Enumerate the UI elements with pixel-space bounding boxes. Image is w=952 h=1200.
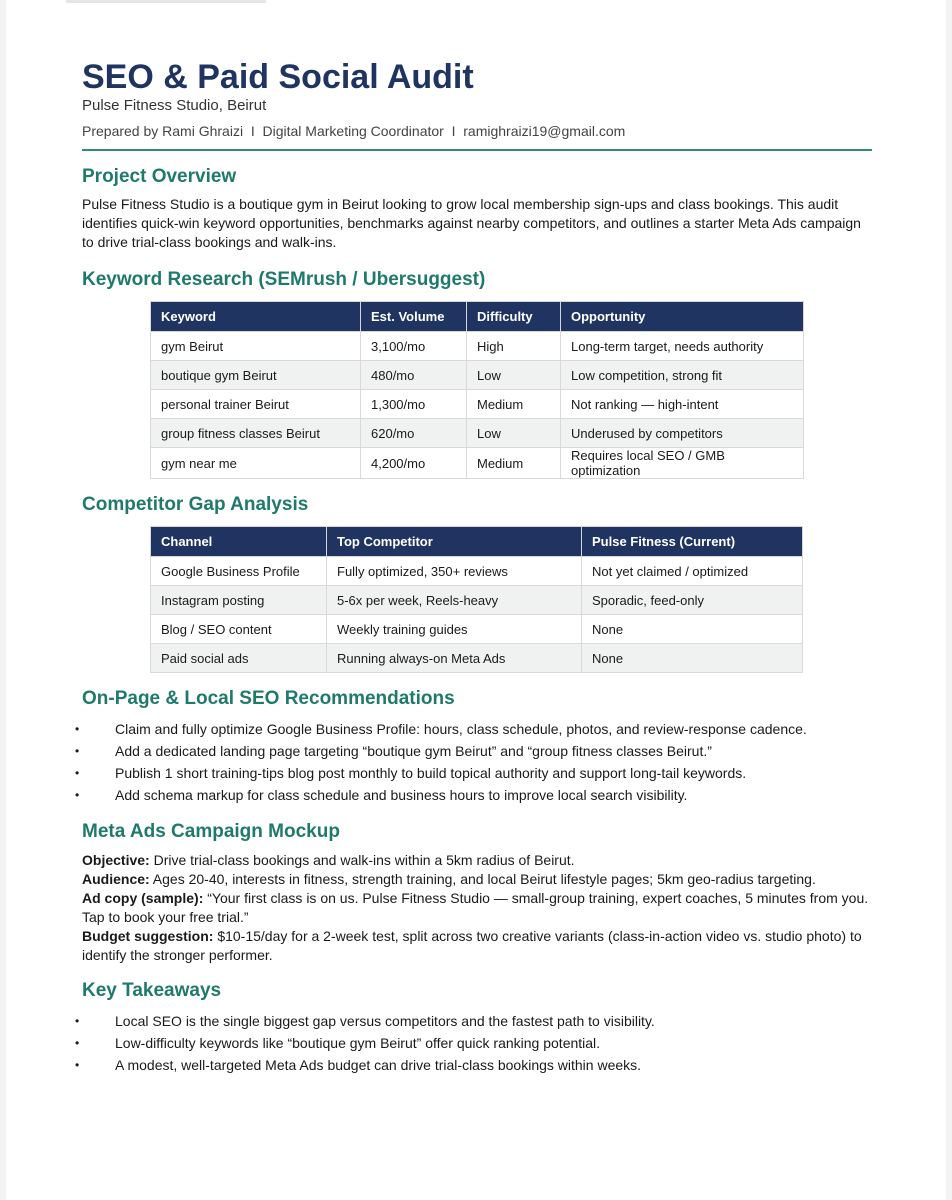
table-cell: High (467, 332, 561, 361)
table-cell: None (582, 644, 803, 673)
table-cell: Long-term target, needs authority (561, 332, 804, 361)
bullet-icon: • (75, 788, 80, 802)
objective-line (82, 851, 872, 870)
table-cell: 5-6x per week, Reels-heavy (327, 586, 582, 615)
document-title: SEO & Paid Social Audit (82, 58, 474, 96)
table-row (151, 390, 804, 419)
table-cell: 620/mo (361, 419, 467, 448)
audience-label: Audience: (82, 871, 150, 887)
table-cell: Not ranking — high-intent (561, 390, 804, 419)
meta-ads-details (82, 851, 872, 965)
opportunity-col-header: Opportunity (561, 302, 804, 332)
list-item (75, 1054, 872, 1076)
table-cell: gym near me (151, 448, 361, 479)
table-cell: 480/mo (361, 361, 467, 390)
table-cell: gym Beirut (151, 332, 361, 361)
table-row (151, 615, 803, 644)
bullet-icon: • (75, 722, 80, 736)
channel-col-header: Channel (151, 527, 327, 557)
audience-text: Ages 20-40, interests in fitness, strength training, and local Beirut lifestyle pages; 5km geo-radius targeting. (149, 871, 816, 887)
bullet-icon: • (75, 1036, 80, 1050)
keyword-table (150, 301, 804, 479)
meta-ads-heading: Meta Ads Campaign Mockup (82, 821, 340, 842)
list-item-text: Add a dedicated landing page targeting “boutique gym Beirut” and “group fitness classes Beirut.” (115, 743, 712, 759)
competitor-table (150, 526, 803, 673)
list-item (75, 1032, 872, 1054)
table-cell: Weekly training guides (327, 615, 582, 644)
document-subtitle: Pulse Fitness Studio, Beirut (82, 97, 267, 114)
table-cell: Instagram posting (151, 586, 327, 615)
list-item-text: Low-difficulty keywords like “boutique gym Beirut” offer quick ranking potential. (115, 1035, 601, 1051)
table-row (151, 419, 804, 448)
list-item-text: A modest, well-targeted Meta Ads budget can drive trial-class bookings within weeks. (115, 1057, 642, 1073)
bullet-icon: • (75, 744, 80, 758)
table-cell: Google Business Profile (151, 557, 327, 586)
table-cell: Medium (467, 448, 561, 479)
table-cell: Blog / SEO content (151, 615, 327, 644)
recommendations-heading: On-Page & Local SEO Recommendations (82, 688, 455, 709)
budget-line (82, 927, 872, 965)
list-item (75, 762, 872, 784)
table-cell: Paid social ads (151, 644, 327, 673)
takeaways-heading: Key Takeaways (82, 980, 222, 1001)
table-cell: Sporadic, feed-only (582, 586, 803, 615)
table-cell: Underused by competitors (561, 419, 804, 448)
competitor-table-header (151, 527, 803, 557)
table-cell: Not yet claimed / optimized (582, 557, 803, 586)
table-row (151, 586, 803, 615)
list-item (75, 740, 872, 762)
table-row (151, 557, 803, 586)
table-cell: Low (467, 419, 561, 448)
list-item (75, 718, 872, 740)
header-divider (82, 149, 872, 151)
budget-label: Budget suggestion: (82, 928, 214, 944)
document-page (6, 0, 946, 1200)
table-cell: None (582, 615, 803, 644)
table-cell: 4,200/mo (361, 448, 467, 479)
adcopy-label: Ad copy (sample): (82, 890, 204, 906)
list-item-text: Claim and fully optimize Google Business Profile: hours, class schedule, photos, and review-response cadence. (115, 721, 807, 737)
difficulty-col-header: Difficulty (467, 302, 561, 332)
table-cell: Running always-on Meta Ads (327, 644, 582, 673)
table-cell: group fitness classes Beirut (151, 419, 361, 448)
table-row (151, 448, 804, 479)
takeaways-list (75, 1010, 872, 1076)
list-item (75, 1010, 872, 1032)
pulse-current-col-header: Pulse Fitness (Current) (582, 527, 803, 557)
list-item-text: Publish 1 short training-tips blog post monthly to build topical authority and support long-tail keywords. (115, 765, 747, 781)
table-cell: boutique gym Beirut (151, 361, 361, 390)
table-row (151, 361, 804, 390)
budget-text: $10-15/day for a 2-week test, split across two creative variants (class-in-action video vs. studio photo) to identify the stronger performer. (82, 928, 862, 963)
table-cell: Medium (467, 390, 561, 419)
volume-col-header: Est. Volume (361, 302, 467, 332)
list-item (75, 784, 872, 806)
keyword-table-header (151, 302, 804, 332)
keyword-heading: Keyword Research (SEMrush / Ubersuggest) (82, 269, 486, 290)
competitor-heading: Competitor Gap Analysis (82, 494, 309, 515)
table-cell: personal trainer Beirut (151, 390, 361, 419)
page-top-edge (66, 0, 266, 3)
list-item-text: Local SEO is the single biggest gap versus competitors and the fastest path to visibility. (115, 1013, 655, 1029)
adcopy-text: “Your first class is on us. Pulse Fitness Studio — small-group training, expert coaches, 5 minutes from you. Tap to book your free trial.” (82, 890, 869, 925)
bullet-icon: • (75, 766, 80, 780)
table-row (151, 332, 804, 361)
table-cell: Requires local SEO / GMB optimization (561, 448, 804, 479)
objective-text: Drive trial-class bookings and walk-ins within a 5km radius of Beirut. (149, 852, 575, 868)
top-competitor-col-header: Top Competitor (327, 527, 582, 557)
document-content (75, 58, 872, 1076)
overview-text: Pulse Fitness Studio is a boutique gym in Beirut looking to grow local membership sign-ups and class bookings. This audit identifies quick-win keyword opportunities, benchmarks against nearby competitors, and outlines a starter Meta Ads campaign to drive trial-class bookings and walk-ins. (82, 196, 861, 250)
keyword-col-header: Keyword (151, 302, 361, 332)
adcopy-line (82, 889, 872, 927)
table-cell: Low (467, 361, 561, 390)
list-item-text: Add schema markup for class schedule and business hours to improve local search visibility. (115, 787, 688, 803)
table-cell: Fully optimized, 350+ reviews (327, 557, 582, 586)
table-cell: Low competition, strong fit (561, 361, 804, 390)
author-line: Prepared by Rami Ghraizi I Digital Marketing Coordinator I ramighraizi19@gmail.com (82, 123, 626, 139)
audience-line (82, 870, 872, 889)
objective-label: Objective: (82, 852, 150, 868)
bullet-icon: • (75, 1058, 80, 1072)
recommendations-list (75, 718, 872, 806)
table-row (151, 644, 803, 673)
bullet-icon: • (75, 1014, 80, 1028)
table-cell: 1,300/mo (361, 390, 467, 419)
overview-heading: Project Overview (82, 166, 237, 187)
table-cell: 3,100/mo (361, 332, 467, 361)
